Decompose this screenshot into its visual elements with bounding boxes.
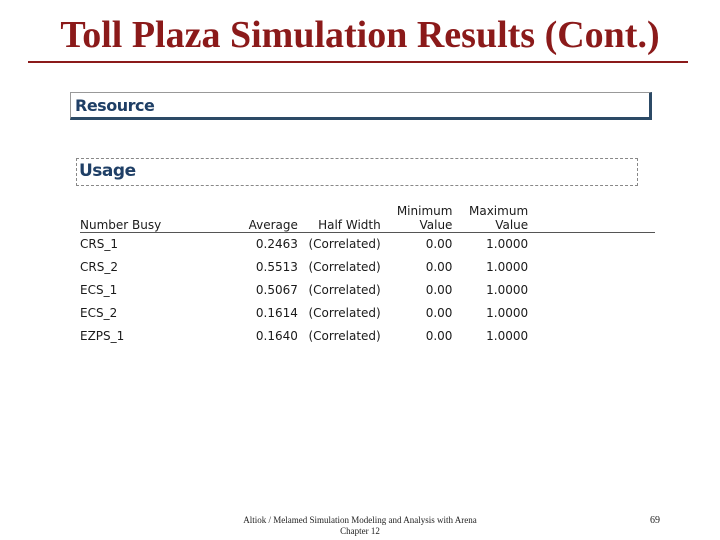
table-row	[80, 325, 655, 348]
cell-half-width: (Correlated)	[308, 283, 381, 297]
header-half-width: Half Width	[318, 218, 381, 232]
cell-resource-name: ECS_1	[80, 283, 118, 297]
cell-half-width: (Correlated)	[308, 329, 381, 343]
header-spacer	[528, 200, 655, 233]
cell-average: 0.1614	[255, 306, 298, 320]
cell-average: 0.5513	[255, 260, 298, 274]
cell-maximum: 1.0000	[486, 260, 529, 274]
arena-report	[70, 92, 655, 357]
cell-maximum: 1.0000	[486, 306, 529, 320]
cell-maximum: 1.0000	[486, 237, 529, 251]
table-row	[80, 256, 655, 279]
cell-minimum: 0.00	[425, 237, 453, 251]
header-maximum-value: Maximum Value	[469, 204, 529, 232]
cell-resource-name: CRS_1	[80, 237, 118, 251]
footer-citation: Altiok / Melamed Simulation Modeling and Analysis with Arena	[243, 515, 477, 525]
table-row	[80, 279, 655, 302]
cell-minimum: 0.00	[425, 306, 453, 320]
cell-average: 0.2463	[255, 237, 298, 251]
cell-average: 0.5067	[255, 283, 298, 297]
cell-maximum: 1.0000	[486, 329, 529, 343]
header-average: Average	[248, 218, 298, 232]
cell-resource-name: EZPS_1	[80, 329, 125, 343]
page-number: 69	[650, 515, 660, 526]
cell-minimum: 0.00	[425, 283, 453, 297]
header-number-busy: Number Busy	[80, 218, 162, 232]
cell-average: 0.1640	[255, 329, 298, 343]
resource-section-title: Resource	[75, 96, 155, 115]
cell-minimum: 0.00	[425, 329, 453, 343]
cell-resource-name: ECS_2	[80, 306, 118, 320]
title-underline	[28, 61, 688, 63]
slide-title: Toll Plaza Simulation Results (Cont.)	[60, 14, 660, 56]
footer-chapter: Chapter 12	[340, 526, 380, 536]
cell-half-width: (Correlated)	[308, 237, 381, 251]
table-header-row	[80, 200, 655, 233]
cell-half-width: (Correlated)	[308, 260, 381, 274]
table-row	[80, 233, 655, 257]
usage-subsection-title: Usage	[79, 161, 136, 181]
table-row	[80, 302, 655, 325]
usage-subsection-header	[76, 158, 638, 186]
resource-section-header	[70, 92, 652, 120]
cell-minimum: 0.00	[425, 260, 453, 274]
cell-maximum: 1.0000	[486, 283, 529, 297]
header-minimum-value: Minimum Value	[396, 204, 453, 232]
cell-resource-name: CRS_2	[80, 260, 118, 274]
cell-half-width: (Correlated)	[308, 306, 381, 320]
slide-footer	[180, 515, 540, 537]
usage-table	[80, 200, 655, 348]
